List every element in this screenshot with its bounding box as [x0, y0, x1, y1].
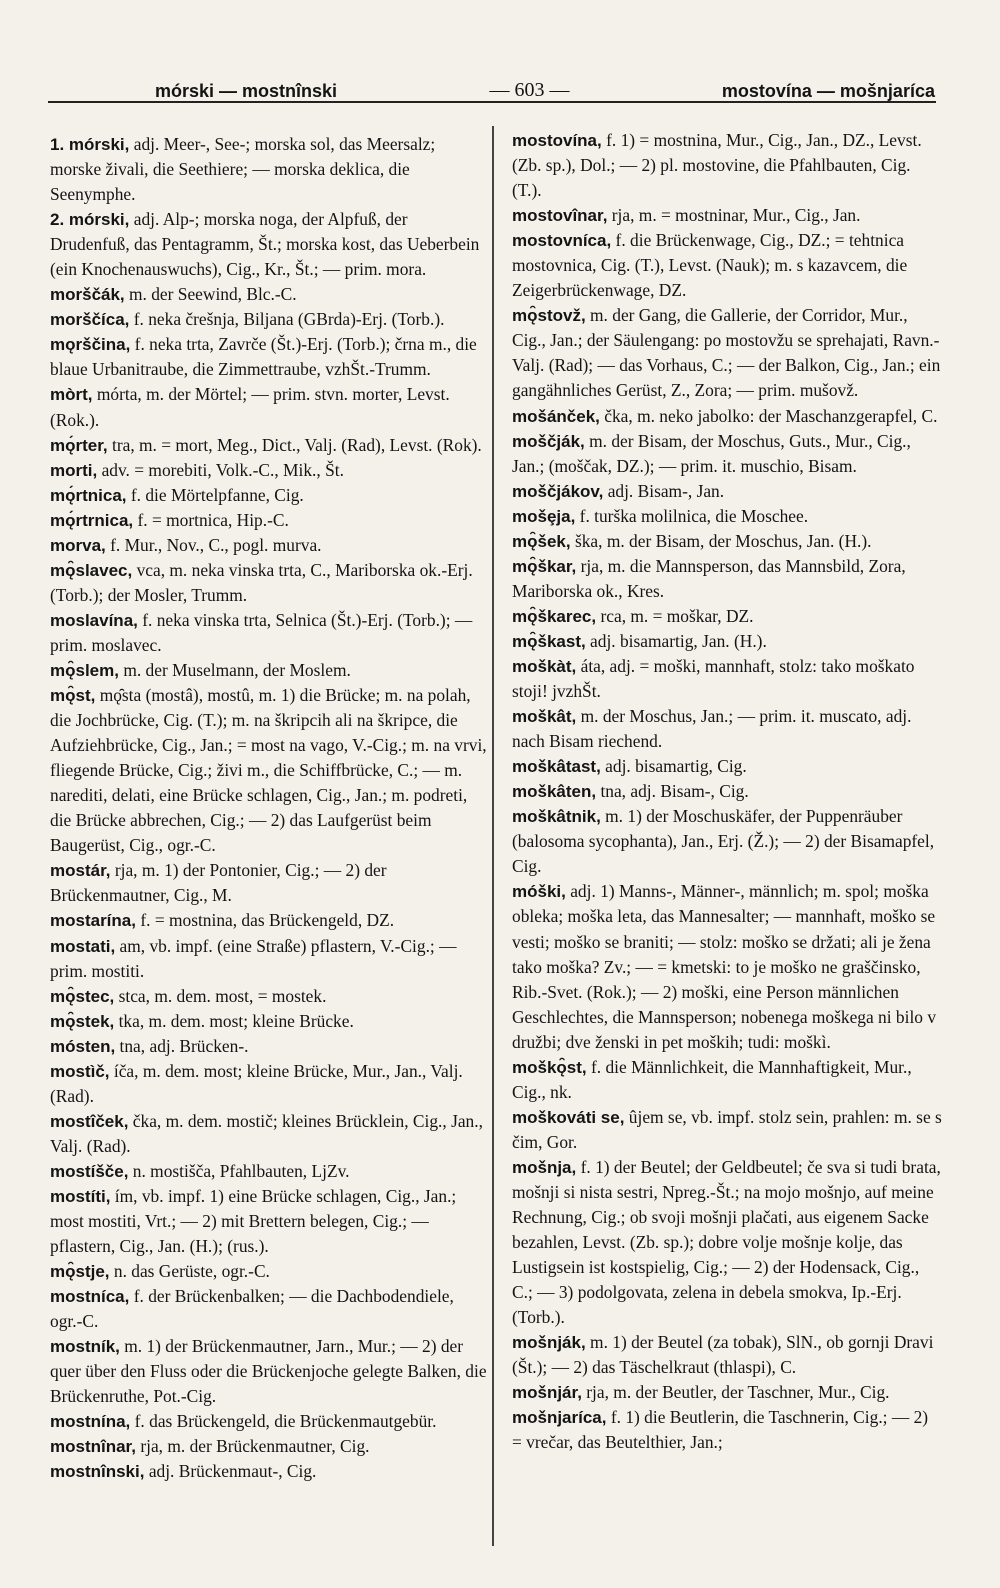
entry-definition: f. 1) die Beutlerin, die Taschnerin, Cig.; — 2) = vrečar, das Beutelthier, Jan.;	[512, 1407, 929, 1453]
entry-headword: mošnja,	[512, 1157, 577, 1177]
header-left-guide-words: mórski — mostnînski	[155, 81, 338, 101]
dictionary-entry	[50, 1284, 490, 1334]
entry-definition: tna, adj. Bisam-, Cig.	[596, 781, 749, 802]
right-column	[512, 128, 942, 1455]
entry-definition: íča, m. dem. most; kleine Brücke, Mur., Jan., Valj. (Rad).	[50, 1060, 463, 1106]
dictionary-entry	[512, 479, 942, 504]
dictionary-entry	[50, 984, 490, 1009]
dictionary-entry	[512, 629, 942, 654]
entry-definition: m. 1) der Beutel (za tobak), SlN., ob gornji Dravi (Št.); — 2) das Täschelkraut (thlaspi), C.	[512, 1332, 934, 1378]
dictionary-entry	[512, 1055, 942, 1105]
dictionary-entry	[50, 533, 490, 558]
entry-headword: mǫ̑stek,	[50, 1011, 115, 1031]
entry-headword: moškàt,	[512, 656, 577, 676]
entry-headword: mošánček,	[512, 406, 600, 426]
dictionary-entry	[50, 382, 490, 432]
entry-definition: f. die Brückenwage, Cig., DZ.; = tehtnica mostovnica, Cig. (T.), Levst. (Nauk); m. s kazavcem, die Zeigerbrückenwage, DZ.	[512, 230, 908, 301]
entry-headword: mostovníca,	[512, 231, 612, 251]
dictionary-entry	[50, 483, 490, 508]
entry-definition: adj. bisamartig, Cig.	[600, 756, 747, 777]
dictionary-entry	[50, 132, 490, 207]
dictionary-entry	[50, 1459, 490, 1484]
entry-headword: moščjákov,	[512, 481, 604, 501]
entry-definition: stca, m. dem. most, = mostek.	[114, 985, 327, 1006]
entry-definition: tra, m. = mort, Meg., Dict., Valj. (Rad), Levst. (Rok).	[107, 434, 482, 455]
entry-headword: mǫ̑škast,	[512, 631, 586, 651]
dictionary-entry	[512, 754, 942, 779]
entry-definition: adj. Brückenmaut-, Cig.	[144, 1461, 317, 1482]
entry-headword: mǫ̑slavec,	[50, 560, 133, 580]
dictionary-entry	[50, 1434, 490, 1459]
entry-headword: mostíšče,	[50, 1161, 129, 1181]
dictionary-entry	[512, 1405, 942, 1455]
entry-definition: f. turška molilnica, die Moschee.	[575, 505, 809, 526]
entry-headword: mostovína,	[512, 131, 602, 150]
entry-headword: mostarína,	[50, 911, 136, 931]
dictionary-entry	[50, 1334, 490, 1409]
dictionary-entry	[512, 1330, 942, 1380]
entry-definition: adj. Bisam-, Jan.	[603, 480, 725, 501]
entry-definition: f. neka trta, Zavrče (Št.)-Erj. (Torb.); črna m., die blaue Urbanitraube, die Zimmettraube, vzhŠt.-Trumm.	[50, 334, 477, 380]
entry-headword: mošnják,	[512, 1333, 586, 1353]
entry-definition: f. neka vinska trta, Selnica (Št.)-Erj. (Torb.); — prim. moslavec.	[50, 609, 473, 655]
entry-headword: moškâtast,	[512, 757, 601, 777]
entry-headword: morti,	[50, 460, 98, 480]
entry-definition: f. neka črešnja, Biljana (GBrda)-Erj. (Torb.).	[129, 309, 445, 330]
dictionary-entry	[512, 1380, 942, 1405]
entry-definition: vca, m. neka vinska trta, C., Mariborska ok.-Erj. (Torb.); der Mosler, Trumm.	[50, 559, 473, 605]
entry-headword: mostovînar,	[512, 206, 608, 226]
dictionary-entry	[512, 404, 942, 429]
entry-definition: m. 1) der Moschuskäfer, der Puppenräuber (balosoma sycophanta), Jan., Erj. (Ž.); — 2) der Bisamapfel, Cig.	[512, 806, 935, 877]
entry-headword: mǫrščina,	[50, 335, 131, 355]
entry-definition: rja, m. = mostninar, Mur., Cig., Jan.	[607, 205, 861, 226]
entry-headword: 2. mórski,	[50, 210, 130, 230]
entry-definition: adj. Meer-, See-; morska sol, das Meersalz; morske živali, die Seethiere; — morska deklica, die Seenymphe.	[50, 134, 436, 205]
entry-headword: mostnína,	[50, 1412, 131, 1432]
entry-headword: mǫ̑šek,	[512, 531, 571, 551]
dictionary-entry	[512, 879, 942, 1054]
entry-headword: móški,	[512, 882, 566, 902]
entry-definition: adj. bisamartig, Jan. (H.).	[585, 630, 767, 651]
entry-definition: n. das Gerüste, ogr.-C.	[109, 1261, 270, 1282]
dictionary-entry	[50, 608, 490, 658]
entry-definition: ím, vb. impf. 1) eine Brücke schlagen, Cig., Jan.; most mostiti, Vrt.; — 2) mit Brettern belegen, Cig.; — pflastern, Cig., Jan. (H.); (rus.).	[50, 1185, 457, 1257]
entry-definition: n. mostišča, Pfahlbauten, LjZv.	[128, 1160, 350, 1181]
entry-headword: mòrt,	[50, 385, 93, 405]
entry-headword: morva,	[50, 535, 106, 555]
running-header	[155, 70, 935, 102]
entry-definition: m. der Seewind, Blc.-C.	[124, 284, 297, 305]
entry-definition: rja, m. 1) der Pontonier, Cig.; — 2) der Brückenmautner, Cig., M.	[50, 860, 387, 906]
entry-headword: mošȩja,	[512, 506, 576, 526]
dictionary-entry	[50, 858, 490, 908]
dictionary-entry	[512, 303, 942, 403]
header-right-guide-words: mostovína — mošnjaríca	[721, 81, 935, 101]
entry-definition: tna, adj. Brücken-.	[115, 1035, 249, 1056]
entry-headword: mostati,	[50, 936, 116, 956]
dictionary-entry	[50, 658, 490, 683]
entry-definition: f. Mur., Nov., C., pogl. murva.	[105, 534, 322, 555]
entry-headword: mostníca,	[50, 1287, 130, 1307]
dictionary-entry	[50, 683, 490, 858]
entry-headword: moškǫ̑st,	[512, 1057, 587, 1077]
entry-headword: moščják,	[512, 431, 585, 451]
entry-headword: mósten,	[50, 1036, 116, 1056]
entry-headword: 1. mórski,	[50, 135, 130, 154]
dictionary-entry	[50, 1259, 490, 1284]
dictionary-entry	[50, 934, 490, 984]
entry-headword: mǫ̑stec,	[50, 986, 115, 1006]
entry-definition: m. der Muselmann, der Moslem.	[118, 659, 351, 680]
entry-headword: mǫ́rtnica,	[50, 485, 127, 505]
dictionary-entry	[50, 1159, 490, 1184]
dictionary-entry	[50, 908, 490, 933]
entry-definition: adj. 1) Manns-, Männer-, männlich; m. spol; moška obleka; moška leta, das Mannesalter; — mannhaft, moško se vesti; moško se braniti; — stolz: moško se držati; ali je žena tako moška? Zv.; — = kmetski: to je moško ne graščinsko, Rib.-Svet. (Rok.); — 2) moški, eine Person männlichen Geschlechtes, die Mannsperson; nobenega moškega ni bilo v družbi; dve ženski in pet moških; tudi: moškì.	[512, 881, 937, 1052]
entry-definition: am, vb. impf. (eine Straße) pflastern, V.-Cig.; — prim. mostiti.	[50, 935, 457, 981]
entry-definition: adv. = morebiti, Volk.-C., Mik., Št.	[97, 459, 344, 480]
entry-headword: moškâtnik,	[512, 807, 601, 827]
entry-definition: f. die Männlichkeit, die Mannhaftigkeit, Mur., Cig., nk.	[512, 1056, 912, 1102]
dictionary-entry	[512, 704, 942, 754]
header-rule	[48, 101, 936, 103]
entry-headword: mǫ̑stovž,	[512, 306, 586, 326]
entry-headword: mǫ́rter,	[50, 435, 108, 455]
entry-definition: rja, m. der Beutler, der Taschner, Mur., Cig.	[581, 1382, 890, 1403]
entry-definition: m. der Gang, die Gallerie, der Corridor, Mur., Cig., Jan.; der Säulengang: po mostovžu se sprehajati, Ravn.-Valj. (Rad); — das Vorhaus, C.; — der Balkon, Cig., Jan.; ein gangähnliches Gerüst, Z., Zora; — prim. mušovž.	[512, 305, 941, 401]
column-divider	[492, 126, 494, 1546]
entry-headword: moslavína,	[50, 610, 138, 630]
entry-definition: f. = mostnina, das Brückengeld, DZ.	[135, 910, 395, 931]
dictionary-entry	[50, 1059, 490, 1109]
entry-definition: f. 1) der Beutel; der Geldbeutel; če sva si tudi brata, mošnji si nista sestri, Npreg.-Št.; na mojo mošnjo, auf meine Rechnung, Cig.; ob svoji mošnji plačati, aus eigenem Sacke bezahlen, Levst. (Zb. sp.); dobre volje mošnje kolje, das Lustigsein ist kostspielig, Cig.; — 2) der Hodensack, Cig., C.; — 3) podolgovata, zelena in debela smokva, Ip.-Erj. (Torb.).	[512, 1156, 941, 1328]
dictionary-entry	[50, 558, 490, 608]
entry-headword: morščák,	[50, 285, 125, 305]
dictionary-entry	[50, 207, 490, 282]
entry-definition: ûjem se, vb. impf. stolz sein, prahlen: m. se s čim, Gor.	[512, 1106, 942, 1152]
entry-headword: mostnînar,	[50, 1437, 136, 1457]
entry-headword: mostìč,	[50, 1061, 110, 1081]
dictionary-entry	[50, 1109, 490, 1159]
dictionary-entry	[50, 1184, 490, 1259]
entry-definition: f. die Mörtelpfanne, Cig.	[126, 484, 304, 505]
entry-headword: mǫ́rtrnica,	[50, 510, 134, 530]
dictionary-entry	[50, 1409, 490, 1434]
entry-headword: mošnjár,	[512, 1383, 582, 1403]
dictionary-entry	[512, 554, 942, 604]
page-number: — 603 —	[489, 79, 570, 101]
entry-headword: mǫ̑stje,	[50, 1262, 110, 1282]
entry-definition: čka, m. dem. mostič; kleines Brücklein, Cig., Jan., Valj. (Rad).	[50, 1110, 483, 1156]
dictionary-entry	[50, 332, 490, 382]
entry-headword: mošnjaríca,	[512, 1408, 607, 1428]
dictionary-entry	[512, 128, 942, 203]
entry-definition: m. der Moschus, Jan.; — prim. it. muscato, adj. nach Bisam riechend.	[512, 706, 912, 752]
entry-headword: mǫ̑st,	[50, 686, 96, 706]
entry-definition: f. das Brückengeld, die Brückenmautgebür.	[130, 1411, 437, 1432]
entry-definition: mórta, m. der Mörtel; — prim. stvn. morter, Levst. (Rok.).	[50, 384, 450, 430]
entry-headword: mǫ̑slem,	[50, 660, 119, 680]
entry-definition: ška, m. der Bisam, der Moschus, Jan. (H.).	[570, 530, 872, 551]
dictionary-entry	[512, 804, 942, 879]
dictionary-entry	[512, 429, 942, 479]
dictionary-entry	[512, 203, 942, 228]
dictionary-entry	[50, 282, 490, 307]
entry-definition: f. = mortnica, Hip.-C.	[133, 509, 289, 530]
entry-definition: rca, m. = moškar, DZ.	[596, 605, 754, 626]
entry-definition: čka, m. neko jabolko: der Maschanzgerapfel, C.	[599, 405, 938, 426]
entry-definition: m. der Bisam, der Moschus, Guts., Mur., Cig., Jan.; (moščak, DZ.); — prim. it. muschio, Bisam.	[512, 430, 911, 476]
entry-headword: mostnînski,	[50, 1462, 145, 1482]
dictionary-entry	[50, 508, 490, 533]
dictionary-entry	[512, 228, 942, 303]
dictionary-entry	[512, 1155, 942, 1330]
entry-definition: f. 1) = mostnina, Mur., Cig., Jan., DZ., Levst. (Zb. sp.), Dol.; — 2) pl. mostovine, die Pfahlbauten, Cig. (T.).	[512, 130, 922, 201]
dictionary-entry	[50, 458, 490, 483]
left-column	[50, 132, 490, 1485]
entry-definition: mǫ̑sta (mostâ), mostû, m. 1) die Brücke; m. na polah, die Jochbrücke, Cig. (T.); m. na škripcih ali na škripce, die Aufziehbrücke, Cig., Jan.; = most na vago, V.-Cig.; m. na vrvi, fliegende Brücke, Cig.; živi m., die Schiffbrücke, C.; — m. narediti, delati, eine Brücke schlagen, Cig., Jan.; m. podreti, die Brücke abbrechen, Cig.; — 2) das Laufgerüst beim Baugerüst, Cig., ogr.-C.	[50, 685, 487, 856]
dictionary-entry	[50, 1034, 490, 1059]
dictionary-entry	[50, 307, 490, 332]
entry-headword: moškâten,	[512, 782, 597, 802]
dictionary-entry	[512, 1105, 942, 1155]
entry-headword: mostíti,	[50, 1186, 111, 1206]
entry-definition: rja, m. die Mannsperson, das Mannsbild, Zora, Mariborska ok., Kres.	[512, 555, 906, 601]
entry-headword: mǫ̑škar,	[512, 556, 577, 576]
dictionary-entry	[512, 529, 942, 554]
entry-headword: morščíca,	[50, 310, 130, 330]
dictionary-entry	[512, 504, 942, 529]
entry-headword: mostník,	[50, 1337, 120, 1357]
entry-definition: adj. Alp-; morska noga, der Alpfuß, der Drudenfuß, das Pentagramm, Št.; morska kost, das Ueberbein (ein Knochenauswuchs), Cig., Kr., Št.; — prim. mora.	[50, 209, 480, 280]
entry-definition: tka, m. dem. most; kleine Brücke.	[114, 1010, 354, 1031]
entry-headword: mostár,	[50, 861, 111, 881]
entry-definition: rja, m. der Brückenmautner, Cig.	[135, 1436, 370, 1457]
entry-headword: mostîček,	[50, 1111, 129, 1131]
entry-definition: m. 1) der Brückenmautner, Jarn., Mur.; — 2) der quer über den Fluss oder die Brückenjoche gelegte Balken, die Brückenruthe, Pot.-Cig.	[50, 1336, 487, 1407]
dictionary-entry	[512, 604, 942, 629]
entry-headword: moškováti se,	[512, 1107, 625, 1127]
entry-definition: áta, adj. = moški, mannhaft, stolz: tako moškato stoji! jvzhŠt.	[512, 655, 915, 702]
entry-headword: mǫ̑škarec,	[512, 606, 597, 626]
entry-headword: moškât,	[512, 707, 577, 727]
dictionary-entry	[50, 1009, 490, 1034]
entry-definition: f. der Brückenbalken; — die Dachbodendiele, ogr.-C.	[50, 1286, 454, 1332]
dictionary-entry	[512, 779, 942, 804]
dictionary-entry	[512, 654, 942, 704]
dictionary-entry	[50, 433, 490, 458]
